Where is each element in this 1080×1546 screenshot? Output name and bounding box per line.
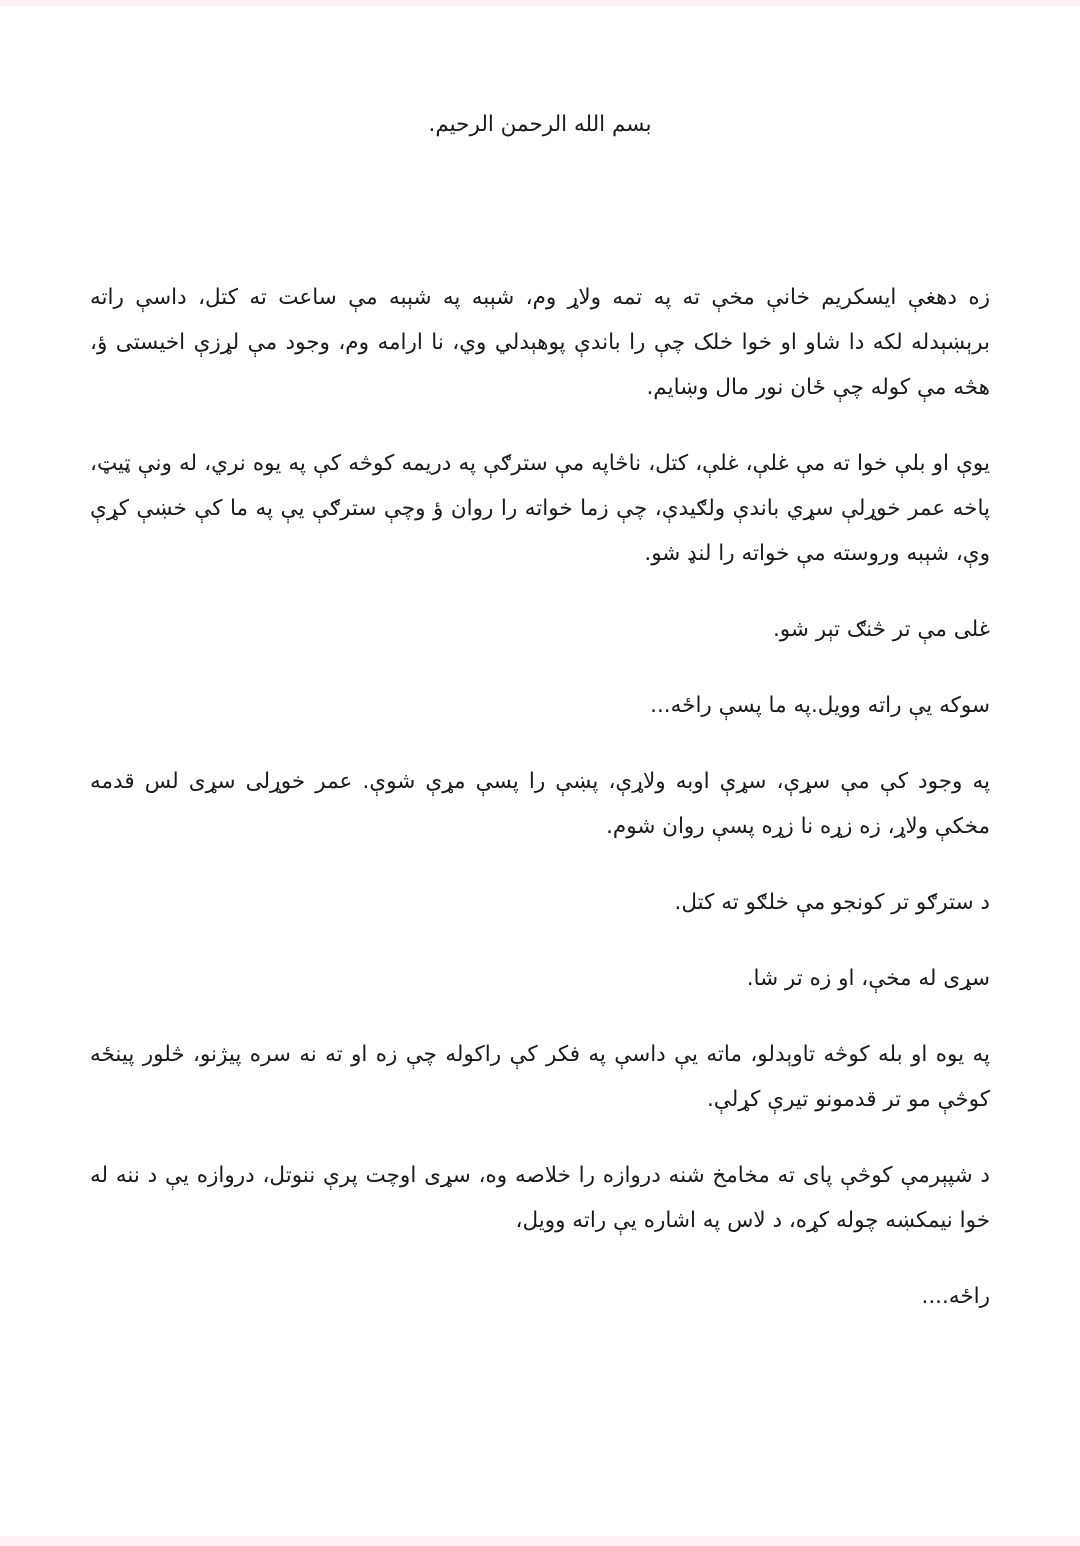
paragraph: د شپېرمې کوڅې پای ته مخامخ شنه دروازه را خلاصه وه، سړی اوچت پرې ننوتل، دروازه یې د ننه له خوا نیمکښه چوله کړه، د لاس په اشاره یې راته وویل، [90, 1163, 990, 1233]
paragraph: غلی مې تر څنګ تېر شو. [772, 617, 990, 642]
paragraph: زه دهغې ایسکریم خانې مخې ته په تمه ولاړ وم، شېبه په شېبه مې ساعت ته کتل، داسې راته برېښېدله لکه دا شاو او خوا خلک چې را باندې پوهېدلي وي، نا ارامه وم، وجود مې لړزې اخیستی ؤ، هڅه مې کوله چې ځان نور مال وښایم. [90, 285, 990, 400]
paragraph: راځه.... [921, 1284, 990, 1309]
paragraph: سړی له مخې، او زه تر شا. [746, 966, 990, 991]
document-page [0, 6, 1080, 1536]
document-body [90, 102, 990, 1350]
paragraph: د سترګو تر کونجو مې خلګو ته کتل. [674, 890, 990, 915]
paragraph: یوې او بلې خوا ته مې غلې، غلې، کتل، ناڅاپه مې سترګې په دریمه کوڅه کې په یوه نري، له ونې ټیټ، پاخه عمر خوړلې سړي باندې ولګیدې، چې زما خواته را روان ؤ وچې سترګې یې په ما کې خښې کړې وې، شېبه وروسته مې خواته را لنډ شو. [90, 451, 990, 566]
paragraph: سوکه یې راته وویل.په ما پسې راځه... [650, 693, 990, 718]
document-heading: بسم الله الرحمن الرحيم. [428, 112, 652, 137]
paragraph: په وجود کې مې سړې، سړې اوبه ولاړې، پښې را پسې مړې شوې. عمر خوړلی سړی لس قدمه مخکې ولاړ، زه زړه نا زړه پسې روان شوم. [90, 769, 990, 839]
paragraph: په یوه او بله کوڅه تاوېدلو، ماته یې داسې په فکر کې راکوله چې زه او ته نه سره پیژنو، څلور پینځه کوڅې مو تر قدمونو تیرې کړلې. [90, 1042, 990, 1112]
